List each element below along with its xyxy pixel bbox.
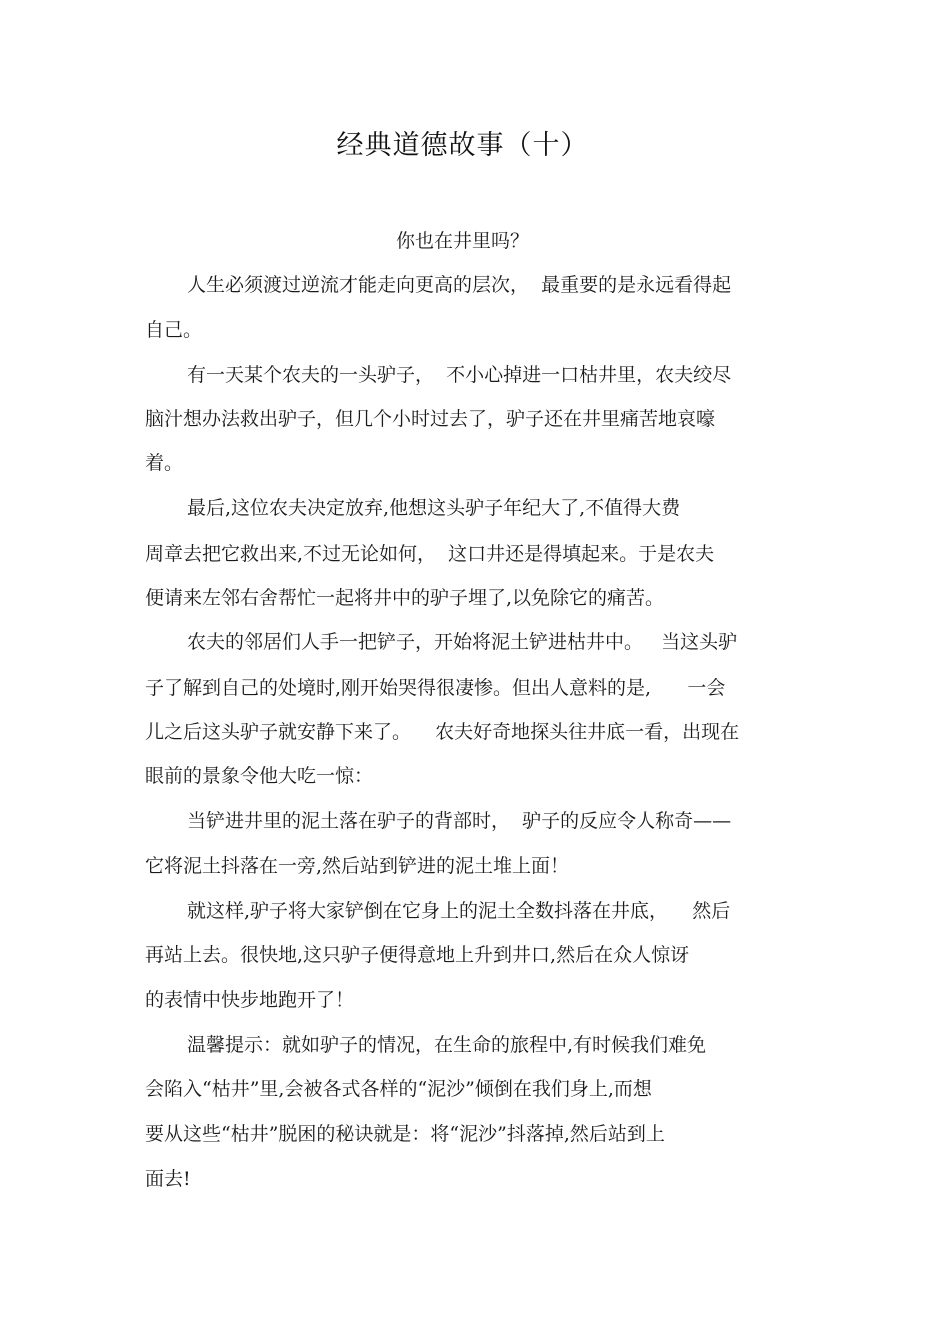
paragraph-line: 子了解到自己的处境时,刚开始哭得很凄惨。但出人意料的是, 一会	[145, 677, 726, 699]
paragraph-line: 的表情中快步地跑开了！	[145, 989, 355, 1011]
paragraph-line: 脑汁想办法救出驴子，但几个小时过去了，驴子还在井里痛苦地哀嚎	[145, 408, 716, 430]
paragraph-line: 它将泥土抖落在一旁,然后站到铲进的泥土堆上面！	[145, 855, 570, 877]
paragraph-line: 温馨提示：就如驴子的情况，在生命的旅程中,有时候我们难免	[187, 1034, 707, 1056]
paragraph-line: 最后,这位农夫决定放弃,他想这头驴子年纪大了,不值得大费	[187, 497, 681, 519]
paragraph-line: 有一天某个农夫的一头驴子， 不小心掉进一口枯井里，农夫绞尽	[187, 364, 732, 386]
story-title: 你也在井里吗？	[395, 230, 529, 252]
paragraph-line: 着。	[145, 452, 184, 474]
paragraph-line: 面去!	[145, 1168, 191, 1190]
paragraph-line: 儿之后这头驴子就安静下来了。 农夫好奇地探头往井底一看，出现在	[145, 721, 740, 743]
paragraph-line: 周章去把它救出来,不过无论如何， 这口井还是得填起来。于是农夫	[145, 543, 715, 565]
paragraph-line: 眼前的景象令他大吃一惊：	[145, 765, 374, 787]
document-title: 经典道德故事（十）	[336, 130, 589, 161]
paragraph-line: 自己。	[145, 319, 203, 341]
paragraph-line: 农夫的邻居们人手一把铲子，开始将泥土铲进枯井中。 当这头驴	[187, 631, 738, 653]
paragraph-line: 当铲进井里的泥土落在驴子的背部时， 驴子的反应令人称奇——	[187, 810, 732, 832]
paragraph-line: 会陷入“枯井”里,会被各式各样的“泥沙”倾倒在我们身上,而想	[145, 1078, 652, 1100]
paragraph-line: 人生必须渡过逆流才能走向更高的层次， 最重要的是永远看得起	[187, 274, 732, 296]
paragraph-line: 就这样,驴子将大家铲倒在它身上的泥土全数抖落在井底， 然后	[187, 900, 731, 922]
paragraph-line: 要从这些“枯井”脱困的秘诀就是：将“泥沙”抖落掉,然后站到上	[145, 1123, 665, 1145]
paragraph-line: 再站上去。很快地,这只驴子便得意地上升到井口,然后在众人惊讶	[145, 944, 690, 966]
paragraph-line: 便请来左邻右舍帮忙一起将井中的驴子埋了,以免除它的痛苦。	[145, 587, 665, 609]
